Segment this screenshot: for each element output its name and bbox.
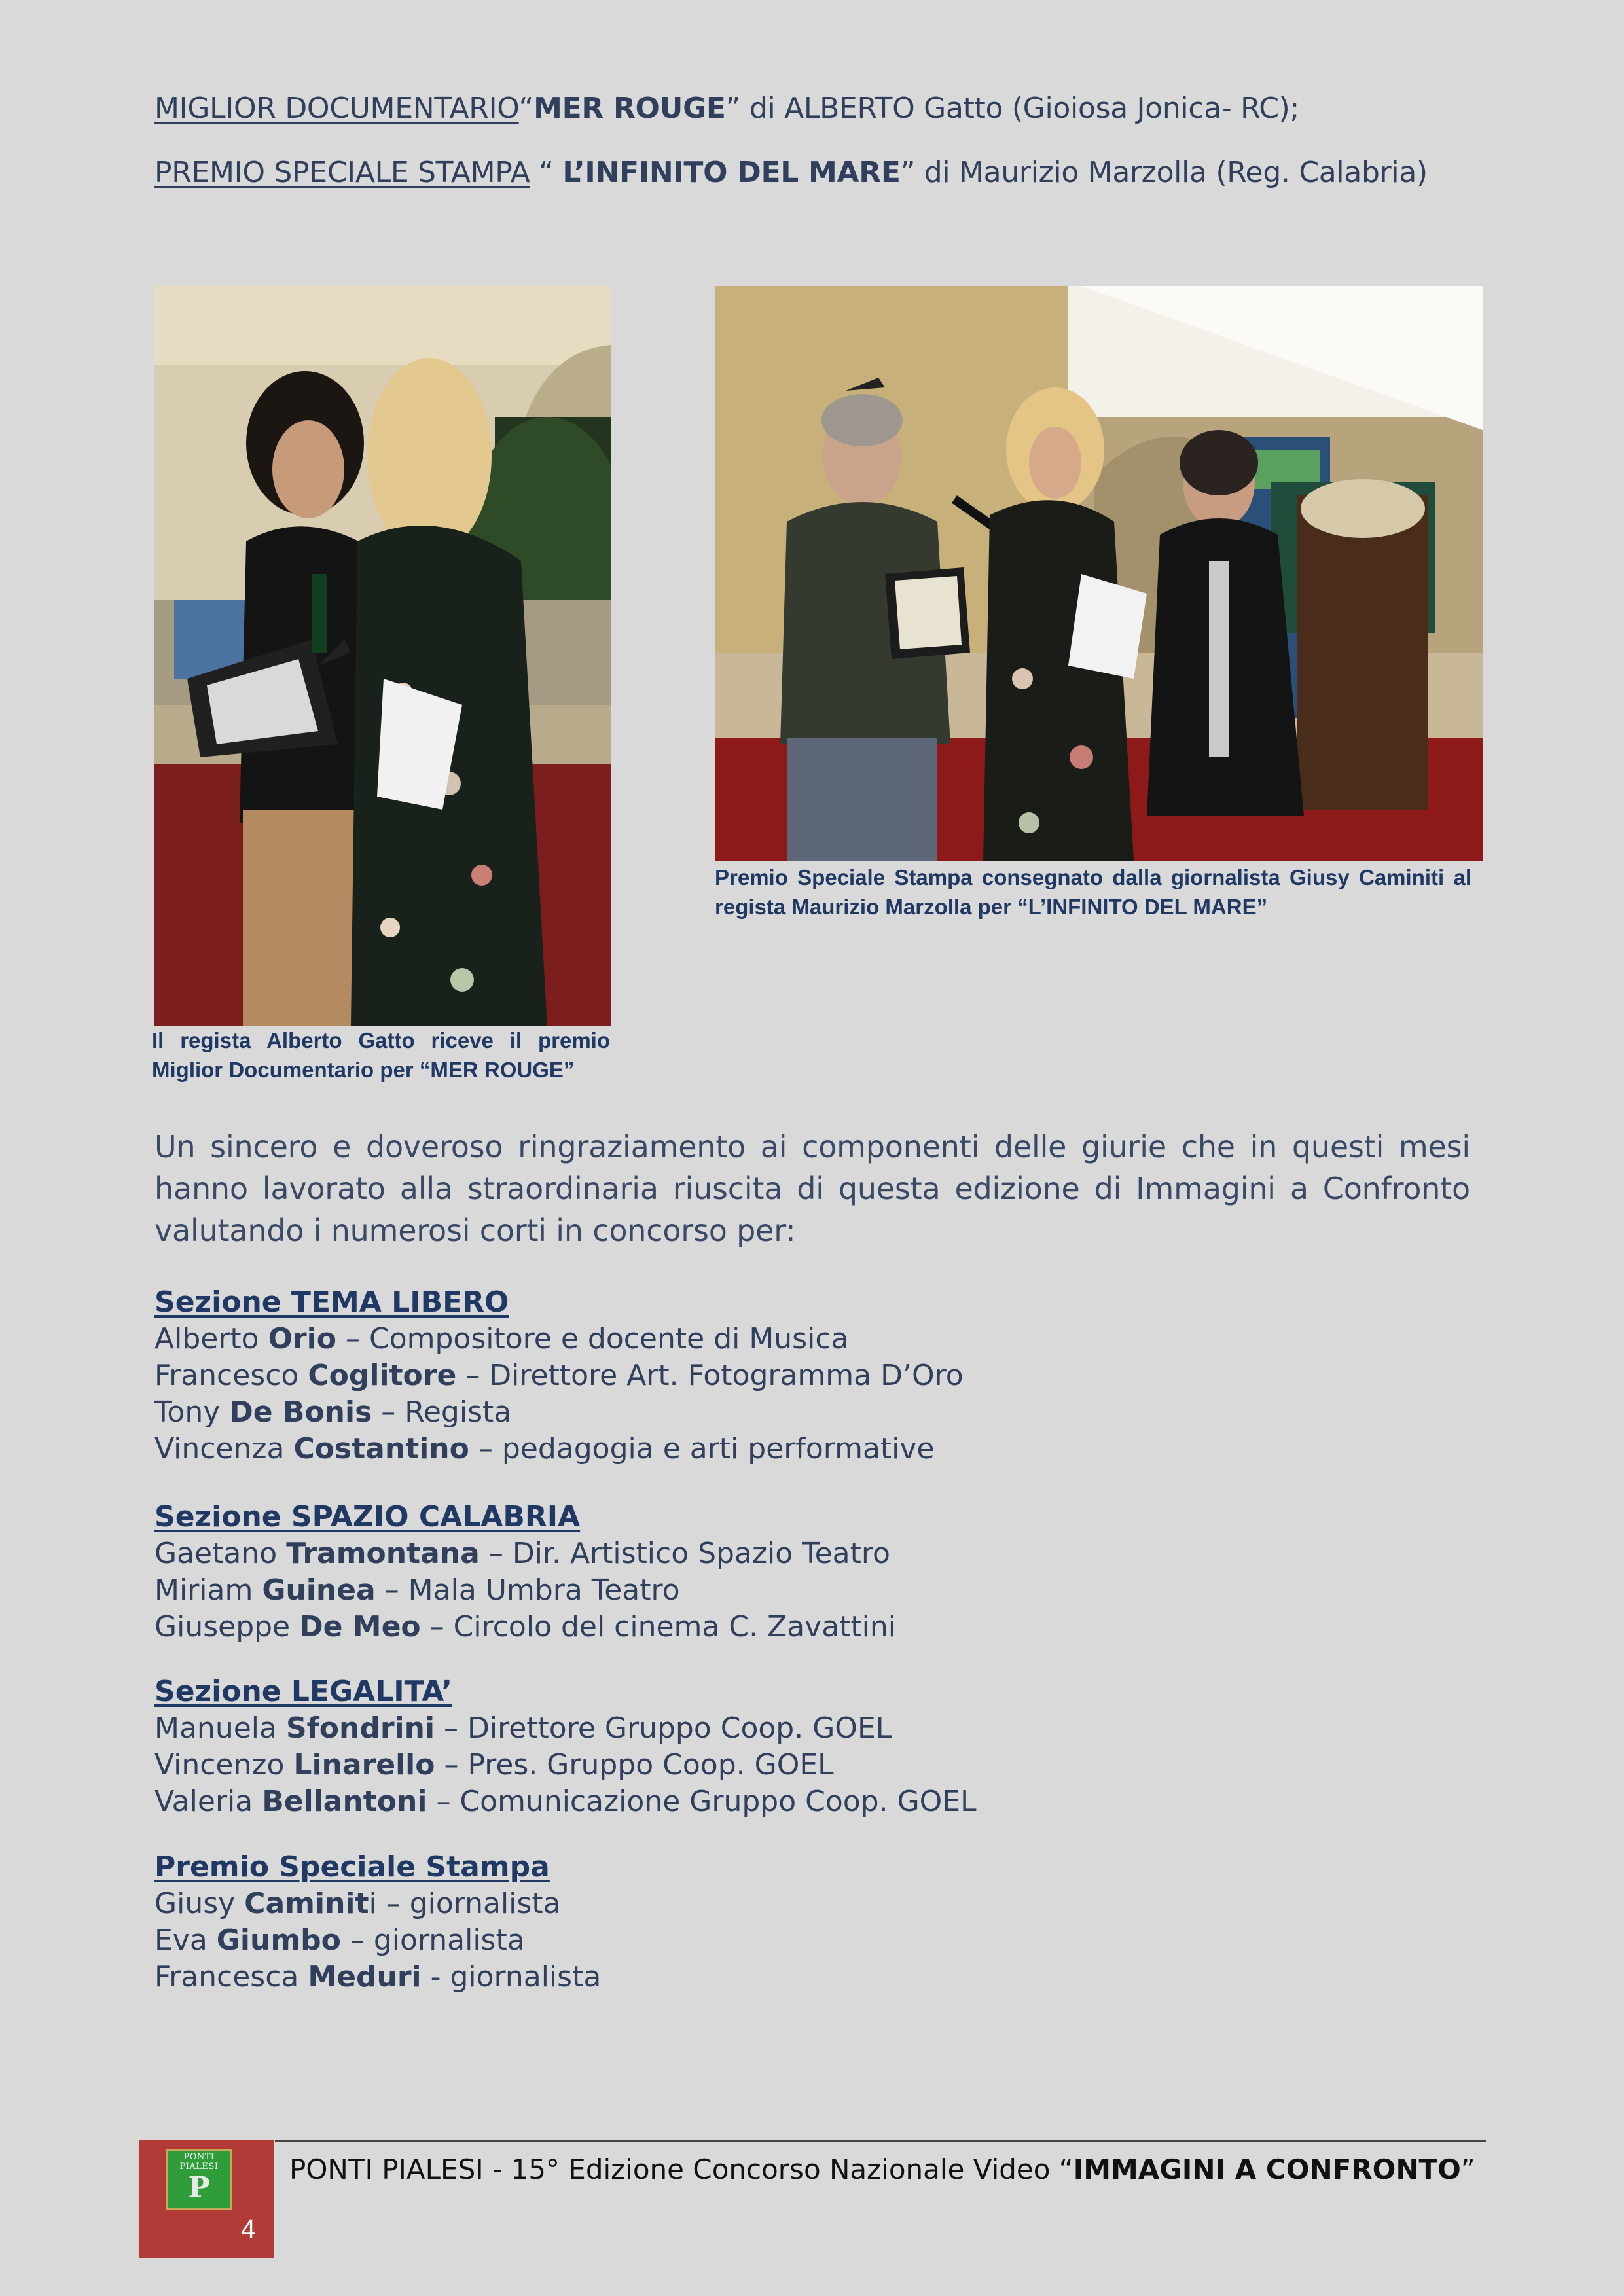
section-title: Premio Speciale Stampa (154, 1850, 550, 1884)
award-line-stampa: PREMIO SPECIALE STAMPA “ L’INFINITO DEL MARE” di Maurizio Marzolla (Reg. Calabria) (154, 156, 1428, 189)
award-title: L’INFINITO DEL MARE (562, 156, 901, 189)
award-category: PREMIO SPECIALE STAMPA (154, 156, 530, 189)
intro-paragraph: Un sincero e doveroso ringraziamento ai componenti delle giurie che in questi mesi hanno lavorato alla straordinaria riuscita di questa edizione di Immagini a Confronto valutando i numerosi corti in concorso per: (154, 1129, 1470, 1248)
photo-alberto-gatto (154, 286, 611, 1026)
jury-member: Tony De Bonis – Regista (154, 1395, 512, 1429)
photo-caption-right: Premio Speciale Stampa consegnato dalla giornalista Giusy Caminiti al regista Maurizio Marzolla per “L’INFINITO DEL MARE” (715, 865, 1471, 919)
jury-section-legalita (154, 1674, 977, 1820)
jury-member: Francesco Coglitore – Direttore Art. Fotogramma D’Oro (154, 1359, 964, 1392)
jury-section-tema-libero (154, 1284, 964, 1467)
ponti-pialesi-logo: PONTI PIALESI P (166, 2149, 232, 2210)
jury-member: Giusy Caminiti – giornalista (154, 1887, 561, 1920)
jury-member: Vincenza Costantino – pedagogia e arti performative (154, 1432, 935, 1465)
section-title: Sezione TEMA LIBERO (154, 1285, 509, 1319)
jury-section-premio-stampa (154, 1849, 601, 1996)
jury-member: Valeria Bellantoni – Comunicazione Gruppo Coop. GOEL (154, 1785, 977, 1818)
footer-divider (275, 2140, 1486, 2142)
jury-member: Gaetano Tramontana – Dir. Artistico Spazio Teatro (154, 1537, 890, 1570)
photo-caption-left: Il regista Alberto Gatto riceve il premio Miglior Documentario per “MER ROUGE” (152, 1028, 610, 1082)
jury-member: Miriam Guinea – Mala Umbra Teatro (154, 1573, 680, 1607)
photo-maurizio-marzolla (715, 286, 1483, 861)
jury-section-spazio-calabria (154, 1499, 896, 1645)
jury-member: Manuela Sfondrini – Direttore Gruppo Coop. GOEL (154, 1712, 892, 1745)
jury-member: Vincenzo Linarello – Pres. Gruppo Coop. GOEL (154, 1748, 834, 1782)
jury-member: Francesca Meduri - giornalista (154, 1960, 602, 1994)
jury-member: Alberto Orio – Compositore e docente di Musica (154, 1322, 849, 1355)
jury-member: Eva Giumbo – giornalista (154, 1924, 525, 1957)
page-number: 4 (241, 2215, 256, 2244)
jury-member: Giuseppe De Meo – Circolo del cinema C. Zavattini (154, 1610, 896, 1643)
award-category: MIGLIOR DOCUMENTARIO (154, 92, 519, 125)
section-title: Sezione SPAZIO CALABRIA (154, 1500, 581, 1534)
section-title: Sezione LEGALITA’ (154, 1675, 452, 1708)
footer-title: PONTI PIALESI - 15° Edizione Concorso Nazionale Video “IMMAGINI A CONFRONTO” (289, 2153, 1475, 2185)
award-line-documentario: MIGLIOR DOCUMENTARIO“MER ROUGE” di ALBERTO Gatto (Gioiosa Jonica- RC); (154, 92, 1300, 125)
award-title: MER ROUGE (533, 92, 726, 125)
